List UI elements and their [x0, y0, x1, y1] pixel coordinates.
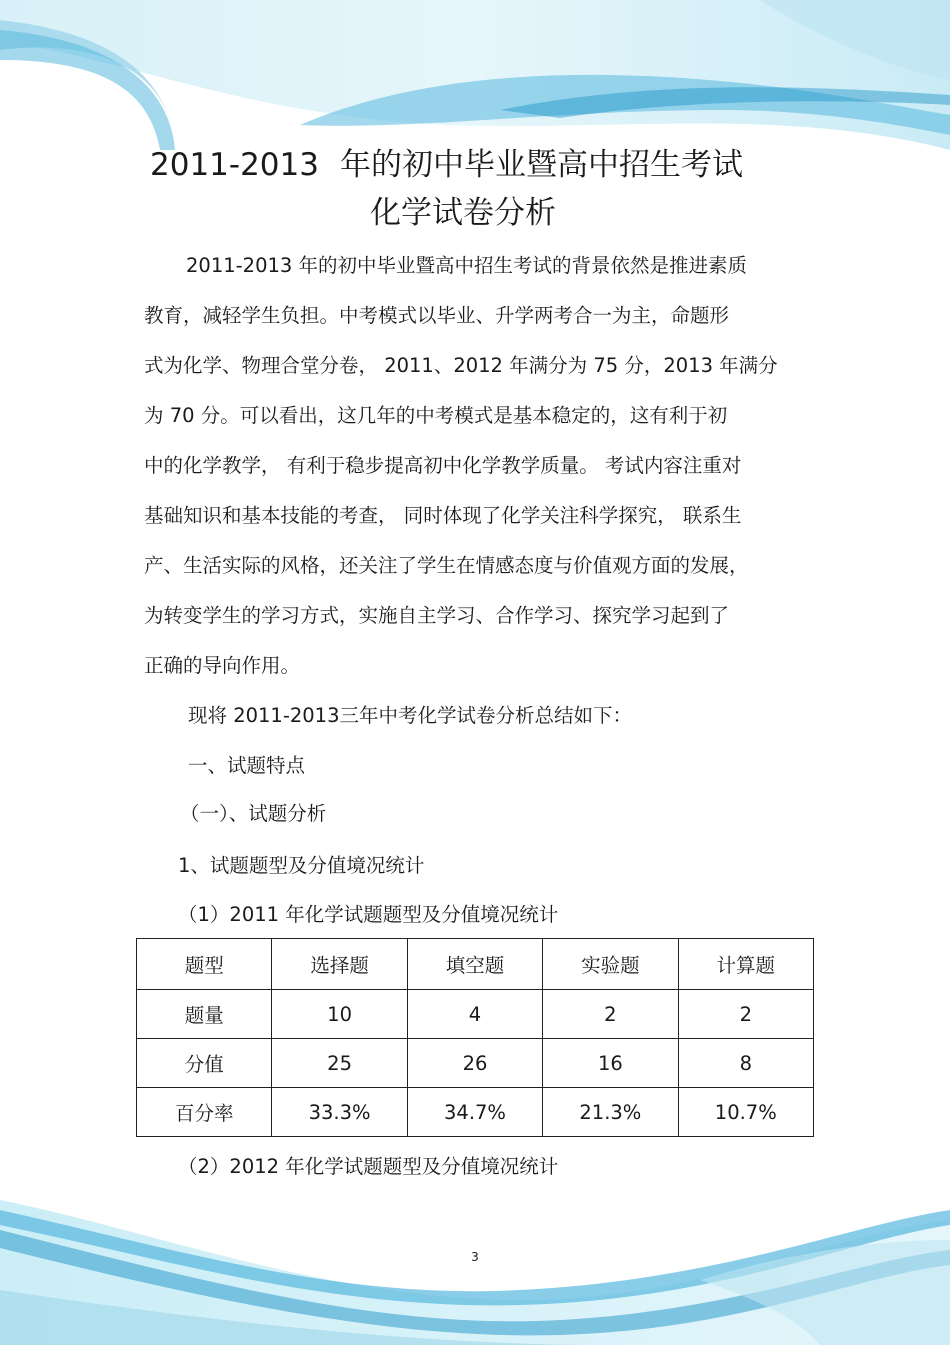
table-cell: 4 — [407, 990, 542, 1039]
table-cell: 2 — [678, 990, 813, 1039]
table-cell: 百分率 — [137, 1088, 272, 1137]
table-cell: 26 — [407, 1039, 542, 1088]
table-cell: 10 — [272, 990, 407, 1039]
table-cell: 34.7% — [407, 1088, 542, 1137]
table-cell: 实验题 — [543, 939, 678, 990]
table-cell: 填空题 — [407, 939, 542, 990]
intro-line: 为转变学生的学习方式，实施自主学习、合作学习、探究学习起到了 — [144, 604, 730, 627]
table-row — [137, 990, 814, 1039]
table-cell: 33.3% — [272, 1088, 407, 1137]
document-title-line1 — [150, 145, 810, 185]
intro-line: 为 70 分。可以看出，这几年的中考模式是基本稳定的，这有利于初 — [144, 404, 728, 427]
table-cell: 8 — [678, 1039, 813, 1088]
table-cell: 计算题 — [678, 939, 813, 990]
intro-line: 基础知识和基本技能的考查， 同时体现了化学关注科学探究， 联系生 — [144, 504, 742, 527]
table-cell: 16 — [543, 1039, 678, 1088]
table-cell: 题型 — [137, 939, 272, 990]
item-heading: 1、试题题型及分值境况统计 — [178, 854, 425, 877]
table-row — [137, 1039, 814, 1088]
table-cell: 题量 — [137, 990, 272, 1039]
document-title-line2: 化学试卷分析 — [370, 195, 556, 231]
intro-line: 正确的导向作用。 — [144, 654, 301, 677]
table-cell: 2 — [543, 990, 678, 1039]
intro-line: 产、生活实际的风格，还关注了学生在情感态度与价值观方面的发展， — [144, 554, 749, 577]
intro-line: 2011-2013 年的初中毕业暨高中招生考试的背景依然是推进素质 — [186, 254, 747, 277]
intro-line: 式为化学、物理合堂分卷， 2011、2012 年满分为 75 分，2013 年满分 — [144, 354, 778, 377]
title-rest: 年的初中毕业暨高中招生考试 — [340, 147, 743, 183]
table-row — [137, 1088, 814, 1137]
table-cell: 21.3% — [543, 1088, 678, 1137]
table2-caption: （2）2012 年化学试题题型及分值境况统计 — [178, 1155, 559, 1178]
summary-line: 现将 2011-2013三年中考化学试卷分析总结如下： — [188, 704, 632, 727]
question-type-score-table-2011 — [136, 938, 814, 1137]
page-number: 3 — [471, 1250, 479, 1264]
table1-caption: （1）2011 年化学试题题型及分值境况统计 — [178, 903, 559, 926]
table-cell: 分值 — [137, 1039, 272, 1088]
table-cell: 10.7% — [678, 1088, 813, 1137]
table-cell: 选择题 — [272, 939, 407, 990]
intro-line: 教育，减轻学生负担。中考模式以毕业、升学两考合一为主，命题形 — [144, 304, 730, 327]
subsection-heading: （一）、试题分析 — [180, 802, 327, 825]
table-row — [137, 939, 814, 990]
title-years: 2011-2013 — [150, 147, 319, 183]
section-heading: 一、试题特点 — [188, 754, 306, 777]
intro-line: 中的化学教学， 有利于稳步提高初中化学教学质量。 考试内容注重对 — [144, 454, 742, 477]
table-cell: 25 — [272, 1039, 407, 1088]
